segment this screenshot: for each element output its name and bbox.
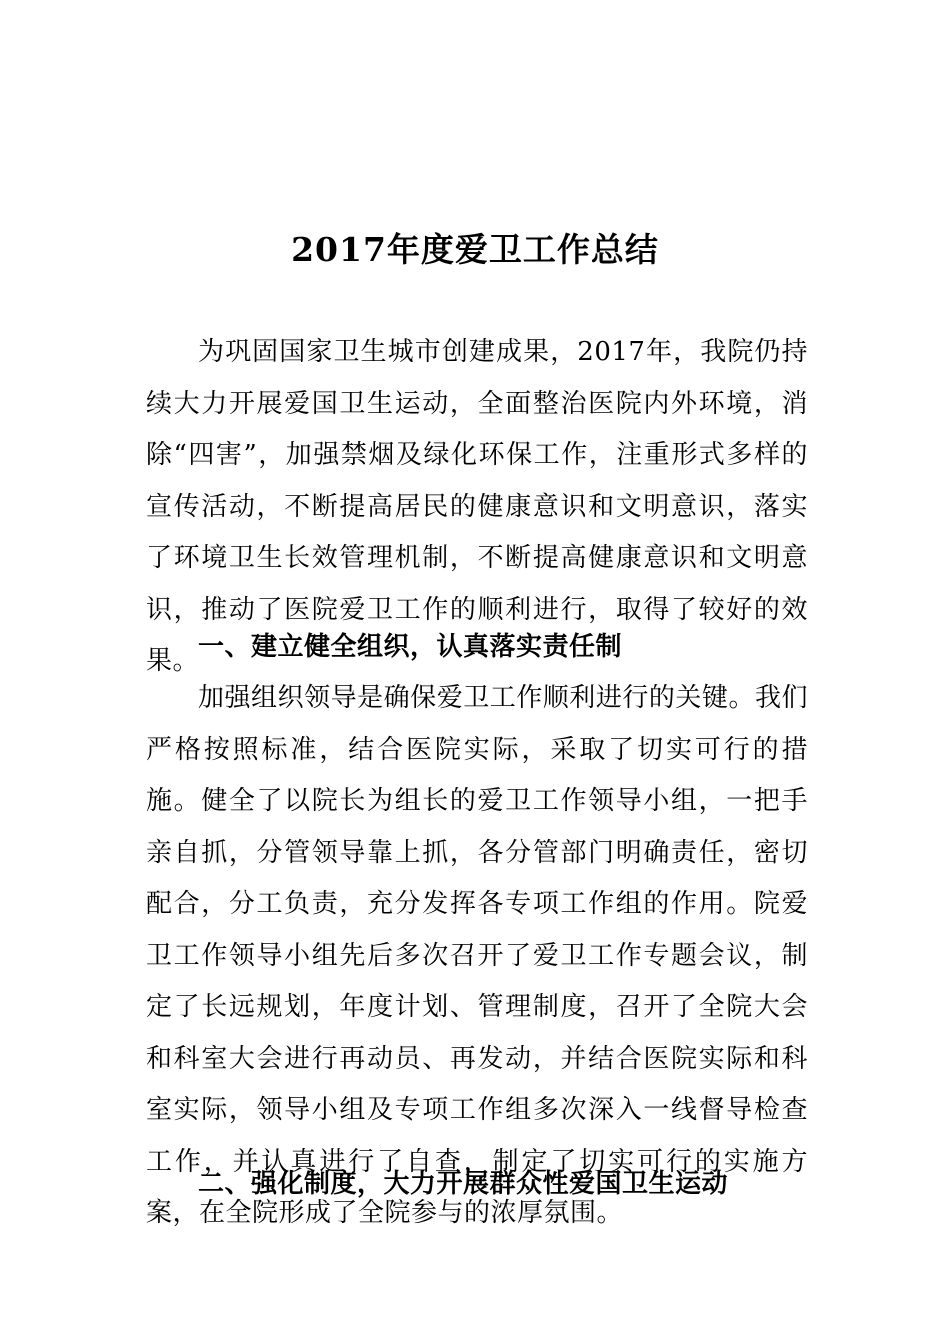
section-heading-1-text: 一、建立健全组织，认真落实责任制 xyxy=(198,632,623,662)
paragraph-organization xyxy=(146,673,808,1240)
section-heading-2 xyxy=(146,1159,808,1211)
paragraph-intro-text: 为巩固国家卫生城市创建成果，2017年，我院仍持续大力开展爱国卫生运动，全面整治医院内外环境，消除“四害”，加强禁烟及绿化环保工作，注重形式多样的宣传活动，不断提高居民的健康意识和文明意识，落实了环境卫生长效管理机制，不断提高健康意识和文明意识，推动了医院爱卫工作的顺利进行，取得了较好的效果。 xyxy=(146,337,808,676)
document-title: 2017年度爱卫工作总结 xyxy=(291,230,659,269)
section-heading-1 xyxy=(146,622,808,674)
section-heading-2-text: 二、强化制度，大力开展群众性爱国卫生运动 xyxy=(198,1169,729,1199)
paragraph-organization-text: 加强组织领导是确保爱卫工作顺利进行的关键。我们严格按照标准，结合医院实际，采取了切实可行的措施。健全了以院长为组长的爱卫工作领导小组，一把手亲自抓，分管领导靠上抓，各分管部门明确责任，密切配合，分工负责，充分发挥各专项工作组的作用。院爱卫工作领导小组先后多次召开了爱卫工作专题会议，制定了长远规划，年度计划、管理制度，召开了全院大会和科室大会进行再动员、再发动，并结合医院实际和科室实际，领导小组及专项工作组多次深入一线督导检查工作，并认真进行了自查，制定了切实可行的实施方案，在全院形成了全院参与的浓厚氛围。 xyxy=(146,683,808,1228)
